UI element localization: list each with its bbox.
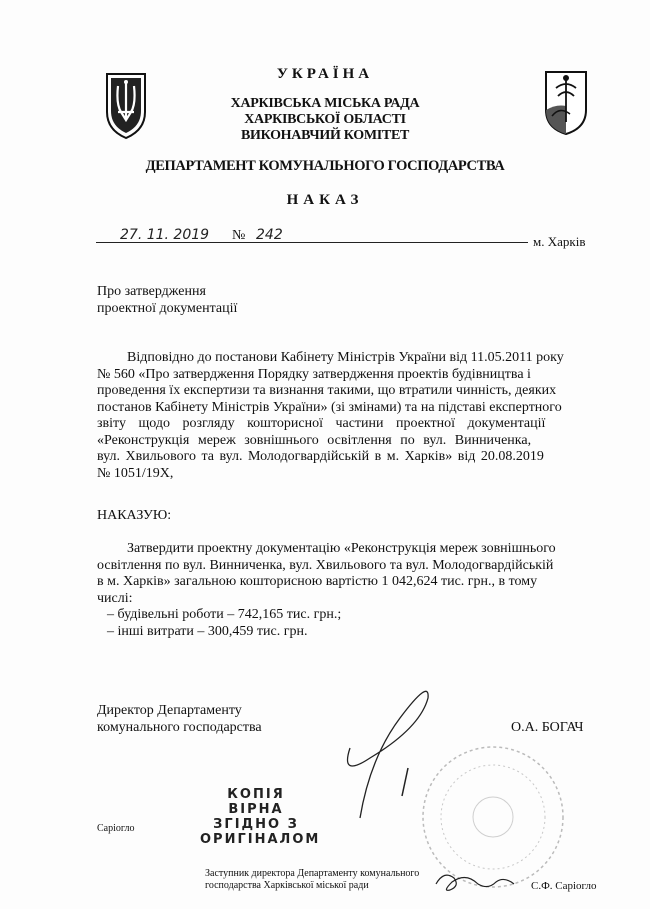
- date-number-field: [96, 227, 302, 244]
- list-item: – інші витрати – 300,459 тис. грн.: [107, 623, 308, 639]
- subject-line: проектної документації: [97, 300, 238, 316]
- council-name-block: [0, 96, 650, 144]
- order-number: 242: [256, 227, 283, 243]
- body-line: освітлення по вул. Винниченка, вул. Хвильового та вул. Молодогвардійській: [97, 557, 554, 573]
- preamble-line: Відповідно до постанови Кабінету Міністрів України від 11.05.2011 року: [127, 350, 564, 365]
- department-name: ДЕПАРТАМЕНТ КОМУНАЛЬНОГО ГОСПОДАРСТВА: [145, 158, 505, 174]
- signatory-title: [97, 703, 262, 736]
- preamble-line: № 1051/19Х,: [97, 465, 174, 481]
- preamble-line: проведення їх експертизи та визнання такими, що втратили чинність, деяких: [97, 383, 557, 398]
- body-line: числі:: [97, 590, 133, 606]
- preamble-line: вул. Хвильового та вул. Молодогвардійській в м. Харків» від 20.08.2019: [97, 449, 544, 464]
- subject-line: Про затвердження: [97, 284, 206, 299]
- signatory-name: О.А. БОГАЧ: [511, 720, 584, 735]
- deputy-title-line: господарства Харківської міської ради: [205, 880, 369, 891]
- deputy-name: С.Ф. Саріогло: [531, 880, 597, 892]
- author-name: Саріогло: [97, 823, 135, 834]
- body-line: в м. Харків» загальною кошторисною вартістю 1 042,624 тис. грн., в тому: [97, 574, 538, 589]
- preamble-line: «Реконструкція мереж зовнішнього освітлення по вул. Винниченка,: [97, 432, 532, 448]
- copy-certified-stamp: [200, 787, 321, 847]
- council-line: ХАРКІВСЬКОЇ ОБЛАСТІ: [244, 112, 406, 127]
- number-label: №: [232, 228, 246, 243]
- council-line: ХАРКІВСЬКА МІСЬКА РАДА: [230, 96, 420, 111]
- preamble-line: № 560 «Про затвердження Порядку затвердження проектів будівництва і: [97, 366, 531, 382]
- preamble-line: звіту щодо розгляду кошторисної частини проектної документації: [97, 416, 546, 431]
- council-line: ВИКОНАВЧИЙ КОМІТЕТ: [240, 128, 410, 143]
- signatory-title-line: Директор Департаменту: [97, 703, 242, 718]
- order-word: НАКАЗУЮ:: [97, 508, 172, 523]
- signatory-title-line: комунального господарства: [97, 719, 262, 735]
- city-name: м. Харків: [533, 234, 586, 249]
- country-name: УКРАЇНА: [276, 66, 374, 82]
- stamp-line: КОПІЯ ВІРНА: [227, 787, 285, 817]
- preamble-line: постанов Кабінету Міністрів України» (зі змінами) та на підставі експертного: [97, 399, 562, 415]
- order-date: 27. 11. 2019: [120, 227, 210, 243]
- stamp-line: ОРИГІНАЛОМ: [200, 832, 321, 847]
- header-rule: [302, 242, 528, 243]
- preamble-paragraph: [97, 350, 587, 482]
- body-line: Затвердити проектну документацію «Реконструкція мереж зовнішнього: [127, 541, 556, 556]
- list-item: – будівельні роботи – 742,165 тис. грн.;: [107, 607, 342, 622]
- document-type: НАКАЗ: [286, 192, 364, 208]
- deputy-title: [205, 868, 419, 892]
- stamp-line: ЗГІДНО З: [213, 817, 299, 832]
- order-body: [97, 541, 587, 640]
- subject-block: [97, 284, 237, 317]
- deputy-title-line: Заступник директора Департаменту комунального: [205, 868, 420, 879]
- deputy-signature: [432, 868, 522, 896]
